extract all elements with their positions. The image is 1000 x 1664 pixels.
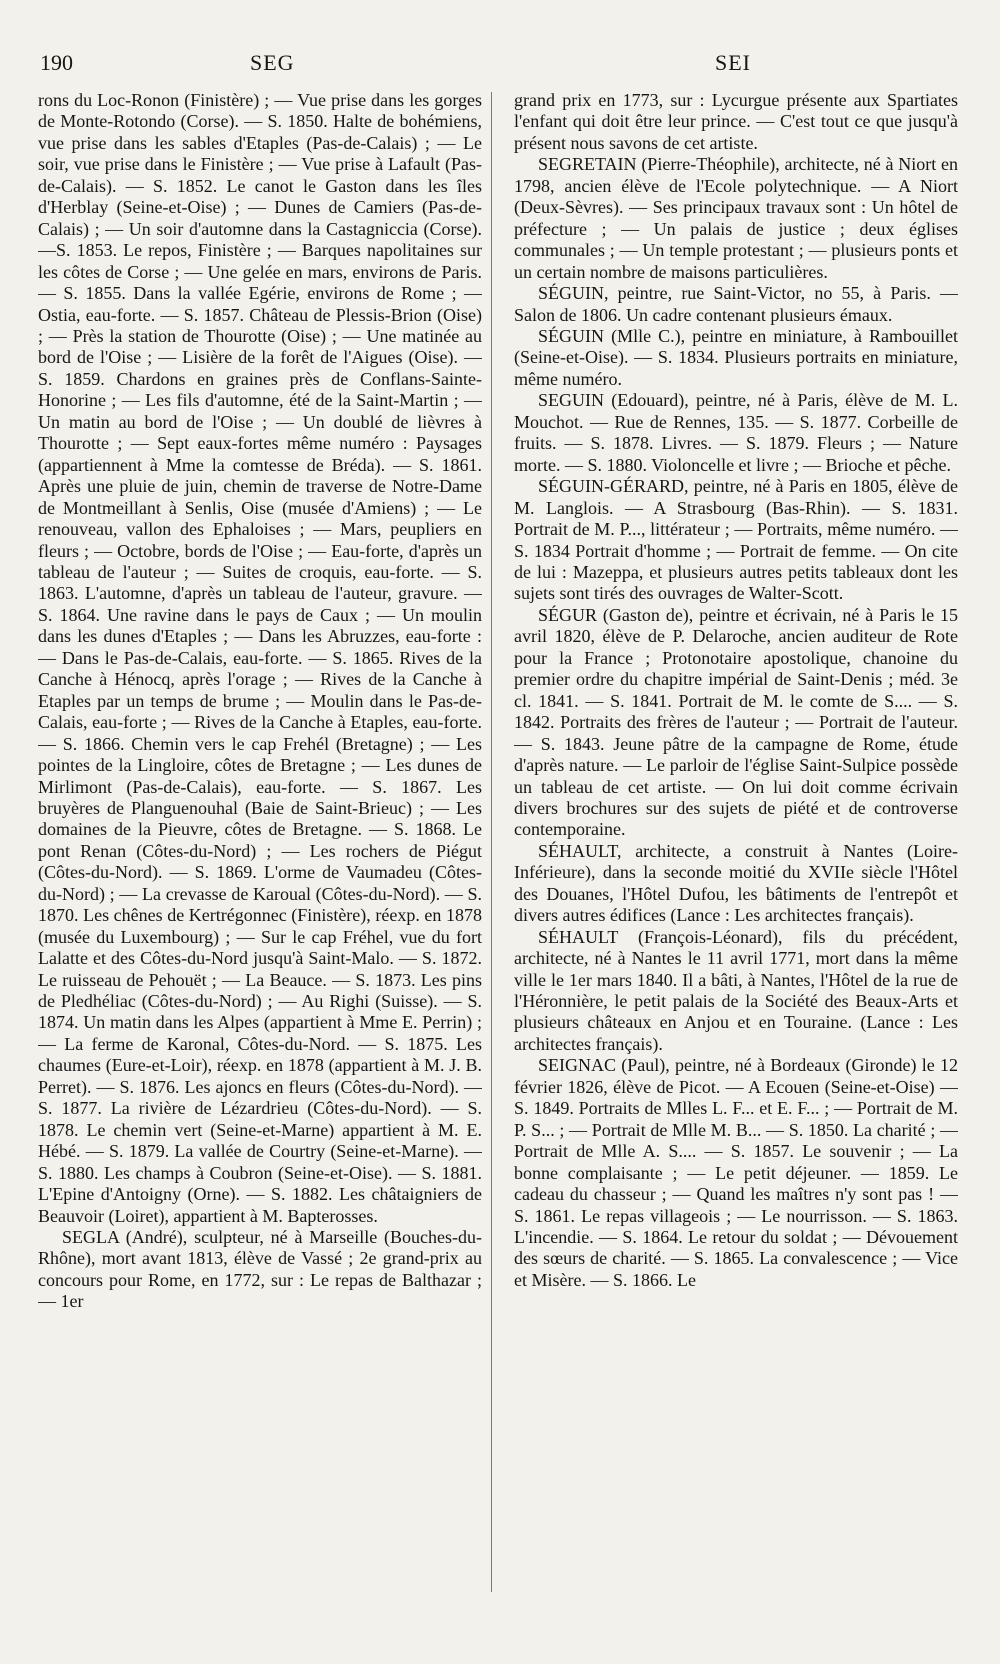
right-running-title: SEI — [715, 50, 751, 75]
entry-seignac: SEIGNAC (Paul), peintre, né à Bordeaux (Gironde) le 12 février 1826, élève de Picot. — A Ecouen (Seine-et-Oise) — S. 1849. Portraits de Mlles L. F... et E. F... ; — Portrait de M. P. S... ; — Portrait de Mlle M. B... — S. 1850. La charité ; — Portrait de Mlle A. S.... — S. 1857. Le souvenir ; — La bonne complaisante ; — Le petit déjeuner. — 1859. Le cadeau du chasseur ; — Quand les maîtres n'y sont pas ! — S. 1861. Le repas villageois ; — Le nourrisson. — S. 1863. L'incendie. — S. 1864. Le retour du soldat ; — Dévouement des sœurs de charité. — S. 1865. La convalescence ; — Vice et Misère. — S. 1866. Le — [514, 1055, 958, 1290]
entry-sehault-francois: SÉHAULT (François-Léonard), fils du précédent, architecte, né à Nantes le 11 avril 1771, mort dans la même ville le 1er mars 1840. Il a bâti, à Nantes, l'Hôtel de la rue de l'Héronnière, le petit palais de la Société des Beaux-Arts et plusieurs châteaux en Anjou et en Touraine. (Lance : Les architectes français). — [514, 926, 958, 1054]
entry-continued-text: rons du Loc-Ronon (Finistère) ; — Vue prise dans les gorges de Monte-Rotondo (Corse). — S. 1850. Halte de bohémiens, vue prise dans les sables d'Etaples (Pas-de-Calais) ; — Le soir, vue prise dans le Finistère ; — Vue prise à Lafault (Pas-de-Calais). — S. 1852. Le canot le Gaston dans les îles d'Herblay (Seine-et-Oise) ; — Dunes de Camiers (Pas-de-Calais) ; — Un soir d'automne dans la Castagniccia (Corse). —S. 1853. Le repos, Finistère ; — Barques napolitaines sur les côtes de Corse ; — Une gelée en mars, environs de Paris. — S. 1855. Dans la vallée Egérie, environs de Rome ; — Ostia, eau-forte. — S. 1857. Château de Plessis-Brion (Oise) ; — Près la station de Thourotte (Oise) ; — Une matinée au bord de l'Oise ; — Lisière de la forêt de l'Aigues (Oise). — S. 1859. Chardons en graines près de Conflans-Sainte-Honorine ; — Les fils d'automne, été de la Saint-Martin ; — Un matin au bord de l'Oise ; — Un doublé de lièvres à Thourotte ; — Sept eaux-fortes même numéro : Paysages (appartiennent à Mme la comtesse de Bréda). — S. 1861. Après une pluie de juin, chemin de traverse de Notre-Dame de Montmeillant à Senlis, Oise (musée d'Amiens) ; — Le renouveau, vallon des Ephaloises ; — Mars, peupliers en fleurs ; — Octobre, bords de l'Oise ; — Eau-forte, d'après un tableau de l'auteur ; — Suites de croquis, eau-forte. — S. 1863. L'automne, d'après un tableau de l'auteur, gravure. — S. 1864. Une ravine dans le pays de Caux ; — Un moulin dans les dunes d'Etaples ; — Dans les Abruzzes, eau-forte : — Dans le Pas-de-Calais, eau-forte. — S. 1865. Rives de la Canche à Hénocq, après l'orage ; — Rives de la Canche à Etaples par un temps de brume ; — Moulin dans le Pas-de-Calais, eau-forte ; — Rives de la Canche à Etaples, eau-forte. — S. 1866. Chemin vers le cap Frehél (Bretagne) ; — Les pointes de la Lingloire, côtes de Bretagne ; — Les dunes de Mirlimont (Pas-de-Calais), eau-forte. — S. 1867. Les bruyères de Planguenouhal (Baie de Saint-Brieuc) ; — Les domaines de la Pieuvre, côtes de Bretagne. — S. 1868. Le pont Renan (Côtes-du-Nord) ; — Les rochers de Piégut (Côtes-du-Nord). — S. 1869. L'orme de Vaumadeu (Côtes-du-Nord) ; — La crevasse de Karoual (Côtes-du-Nord). — S. 1870. Les chênes de Kertrégonnec (Finistère), réexp. en 1878 (musée du Luxembourg) ; — Sur le cap Fréhel, vue du fort Lalatte et des Côtes-du-Nord jusqu'à Saint-Malo. — S. 1872. Le ruisseau de Pehouët ; — La Beauce. — S. 1873. Les pins de Pledhéliac (Côtes-du-Nord) ; — Au Righi (Suisse). — S. 1874. Un matin dans les Alpes (appartient à Mme E. Perrin) ; — La ferme de Karonal, Côtes-du-Nord. — S. 1875. Les chaumes (Eure-et-Loir), réexp. en 1878 (appartient à M. J. B. Perret). — S. 1876. Les ajoncs en fleurs (Côtes-du-Nord). — S. 1877. La rivière de Lézardrieu (Côtes-du-Nord). — S. 1878. Le chemin vert (Seine-et-Marne) appartient à M. E. Hébé. — S. 1879. La vallée de Courtry (Seine-et-Marne). — S. 1880. Les champs à Coubron (Seine-et-Oise). — S. 1881. L'Epine d'Antoigny (Orne). — S. 1882. Les châtaigniers de Beauvoir (Loiret), appartient à M. Bapterosses. — [38, 90, 482, 1226]
entry-seguin-mlle: SÉGUIN (Mlle C.), peintre en miniature, à Rambouillet (Seine-et-Oise). — S. 1834. Plusieurs portraits en miniature, même numéro. — [514, 325, 958, 389]
entry-segla: SEGLA (André), sculpteur, né à Marseille (Bouches-du-Rhône), mort avant 1813, élève de Vassé ; 2e grand-prix au concours pour Rome, en 1772, sur : Le repas de Balthazar ; — 1er — [38, 1227, 482, 1312]
entry-seguin-edouard: SEGUIN (Edouard), peintre, né à Paris, élève de M. L. Mouchot. — Rue de Rennes, 135. — S. 1877. Corbeille de fruits. — S. 1878. Livres. — S. 1879. Fleurs ; — Nature morte. — S. 1880. Violoncelle et livre ; — Brioche et pêche. — [514, 390, 958, 475]
entry-segur: SÉGUR (Gaston de), peintre et écrivain, né à Paris le 15 avril 1820, élève de P. Delaroche, ancien auditeur de Rote pour la France ; Protonotaire apostolique, chanoine du premier ordre du chapitre impérial de Saint-Denis ; méd. 3e cl. 1841. — S. 1841. Portrait de M. le comte de S.... — S. 1842. Portraits des frères de l'auteur ; — Portrait de l'auteur. — S. 1843. Jeune pâtre de la campagne de Rome, étude d'après nature. — Le parloir de l'église Saint-Sulpice possède un tableau de cet artiste. — On lui doit comme écrivain divers brochures sur des sujets de piété et de controverse contemporaine. — [514, 604, 958, 840]
entry-seguin: SÉGUIN, peintre, rue Saint-Victor, no 55, à Paris. — Salon de 1806. Un cadre contenant plusieurs émaux. — [514, 283, 958, 325]
entry-sehault: SÉHAULT, architecte, a construit à Nantes (Loire-Inférieure), dans la seconde moitié du XVIIe siècle l'Hôtel des Douanes, l'Hôtel Dufou, les bâtiments de l'entrepôt et divers autres édifices (Lance : Les architectes français). — [514, 840, 958, 926]
page-number: 190 — [40, 50, 73, 75]
running-header — [40, 50, 960, 86]
right-column — [514, 90, 958, 1650]
left-column — [38, 90, 482, 1650]
entry-segretain: SEGRETAIN (Pierre-Théophile), architecte, né à Niort en 1798, ancien élève de l'Ecole polytechnique. — A Niort (Deux-Sèvres). — Ses principaux travaux sont : Un hôtel de préfecture ; — Un palais de justice ; deux églises communales ; — Un temple protestant ; — plusieurs ponts et un certain nombre de maisons particulières. — [514, 154, 958, 282]
entry-seguin-gerard: SÉGUIN-GÉRARD, peintre, né à Paris en 1805, élève de M. Langlois. — A Strasbourg (Bas-Rhin). — S. 1831. Portrait de M. P..., littérateur ; — Portraits, même numéro. — S. 1834 Portrait d'homme ; — Portrait de femme. — On cite de lui : Mazeppa, et plusieurs autres petits tableaux dont les sujets sont tirés des ouvrages de Walter-Scott. — [514, 476, 958, 604]
column-divider — [491, 92, 492, 1592]
entry-continued-text: grand prix en 1773, sur : Lycurgue présente aux Spartiates l'enfant qui doit être leur prince. — C'est tout ce que jusqu'à présent nous savons de cet artiste. — [514, 90, 958, 153]
left-running-title: SEG — [250, 50, 295, 75]
